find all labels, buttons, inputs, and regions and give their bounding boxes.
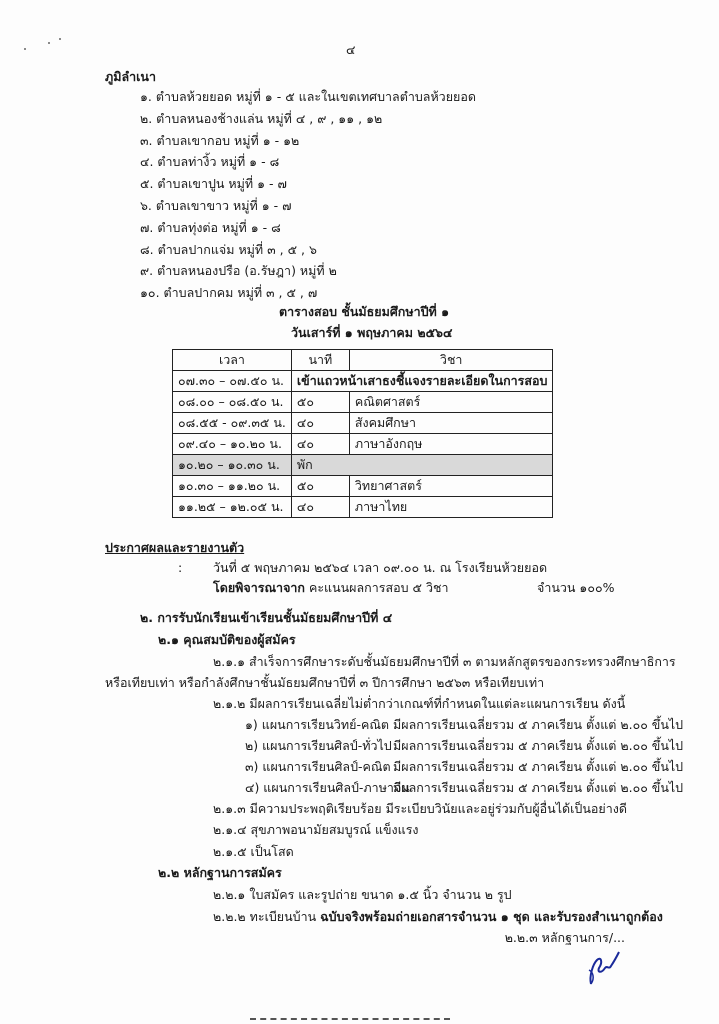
minutes-cell: ๔๐ [291,413,349,434]
domicile-item: ๒. ตำบลหนองช้างแล่น หมู่ที่ ๔ , ๙ , ๑๑ , ๑๒ [140,110,383,126]
plan-requirement: มีผลการเรียนเฉลี่ยรวม ๕ ภาคเรียน ตั้งแต่ ๒.๐๐ ขึ้นไป [393,759,684,774]
header-time: เวลา [173,350,292,371]
minutes-cell: ๔๐ [291,497,349,518]
page-number: ๔ [346,42,356,57]
item-212: ๒.๑.๒ มีผลการเรียนเฉลี่ยไม่ต่ำกว่าเกณฑ์ที่กำหนดในแต่ละแผนการเรียน ดังนี้ [213,696,626,711]
item-213: ๒.๑.๓ มีความประพฤติเรียบร้อย มีระเบียบวินัยและอยู่ร่วมกับผู้อื่นได้เป็นอย่างดี [213,801,627,816]
time-cell: ๐๗.๓๐ – ๐๗.๕๐ น. [173,371,292,392]
criteria-label: โดยพิจารณาจาก [213,580,305,595]
plan-requirement: มีผลการเรียนเฉลี่ยรวม ๕ ภาคเรียน ตั้งแต่ ๒.๐๐ ขึ้นไป [393,780,684,795]
schedule-title: ตารางสอบ ชั้นมัธยมศึกษาปีที่ ๑ [279,304,450,319]
plan-name: ๓) แผนการเรียนศิลป์-คณิต [245,759,391,774]
plan-name: ๔) แผนการเรียนศิลป์-ภาษาจีน [245,780,410,795]
item-214: ๒.๑.๔ สุขภาพอนามัยสมบูรณ์ แข็งแรง [213,822,419,837]
table-row [173,434,553,455]
scan-edge [250,1018,450,1024]
item-211-cont: หรือเทียบเท่า หรือกำลังศึกษาชั้นมัธยมศึกษาปีที่ ๓ ปีการศึกษา ๒๕๖๓ หรือเทียบเท่า [105,675,545,690]
time-cell: ๐๘.๐๐ – ๐๘.๕๐ น. [173,392,292,413]
item-211: ๒.๑.๑ สำเร็จการศึกษาระดับชั้นมัธยมศึกษาปีที่ ๓ ตามหลักสูตรของกระทรวงศึกษาธิการ [213,654,676,669]
time-cell: ๐๙.๔๐ – ๑๐.๒๐ น. [173,434,292,455]
item-222-bold: ฉบับจริงพร้อมถ่ายเอกสารจำนวน ๑ ชุด และรับรองสำเนาถูกต้อง [320,909,663,924]
announcement-criteria [213,580,448,596]
item-222-label: ๒.๒.๒ ทะเบียนบ้าน [213,909,321,924]
domicile-item: ๖. ตำบลเขาขาว หมู่ที่ ๑ - ๗ [140,198,292,213]
minutes-cell: ๔๐ [291,434,349,455]
time-cell: ๑๐.๓๐ – ๑๑.๒๐ น. [173,476,292,497]
domicile-item: ๓. ตำบลเขากอบ หมู่ที่ ๑ - ๑๒ [140,132,300,148]
section22-heading: ๒.๒ หลักฐานการสมัคร [158,865,282,880]
minutes-cell: ๕๐ [291,476,349,497]
continued-note: ๒.๒.๓ หลักฐานการ/... [504,930,625,945]
subject-cell: สังคมศึกษา [349,413,553,434]
domicile-item: ๕. ตำบลเขาปูน หมู่ที่ ๑ - ๗ [140,176,287,192]
subject-cell: พัก [291,455,553,476]
table-row [173,371,553,392]
item-222 [213,909,663,925]
criteria-value: คะแนนผลการสอบ ๕ วิชา [304,580,449,595]
subject-cell: เข้าแถวหน้าเสาธงชี้แจงรายละเอียดในการสอบ [291,371,553,392]
header-minutes: นาที [291,350,349,371]
signature [583,948,623,988]
domicile-item: ๑๐. ตำบลปากคม หมู่ที่ ๓ , ๕ , ๗ [140,285,318,301]
domicile-item: ๘. ตำบลปากแจ่ม หมู่ที่ ๓ , ๕ , ๖ [140,241,317,257]
exam-schedule-table [172,349,553,518]
domicile-item: ๙. ตำบลหนองปรือ (อ.รัษฎา) หมู่ที่ ๒ [140,263,337,279]
plan-name: ๒) แผนการเรียนศิลป์-ทั่วไป [245,738,392,753]
table-row [173,392,553,413]
time-cell: ๐๘.๕๕ - ๐๙.๓๕ น. [173,413,292,434]
plan-requirement: มีผลการเรียนเฉลี่ยรวม ๕ ภาคเรียน ตั้งแต่ ๒.๐๐ ขึ้นไป [393,738,684,753]
table-row [173,476,553,497]
subject-cell: ภาษาไทย [349,497,553,518]
table-row [173,497,553,518]
announcement-date: วันที่ ๕ พฤษภาคม ๒๕๖๔ เวลา ๐๙.๐๐ น. ณ โรงเรียนห้วยยอด [213,560,548,575]
domicile-item: ๔. ตำบลท่างิ้ว หมู่ที่ ๑ - ๘ [140,154,280,170]
table-row [173,455,553,476]
header-subject: วิชา [349,350,553,371]
announcement-heading: ประกาศผลและรายงานตัว [105,540,245,555]
section2-heading: ๒. การรับนักเรียนเข้าเรียนชั้นมัธยมศึกษาปีที่ ๔ [140,610,393,625]
domicile-item: ๗. ตำบลทุ่งต่อ หมู่ที่ ๑ - ๘ [140,219,281,235]
subject-cell: วิทยาศาสตร์ [349,476,553,497]
plan-name: ๑) แผนการเรียนวิทย์-คณิต [245,717,390,732]
schedule-date: วันเสาร์ที่ ๑ พฤษภาคม ๒๕๖๔ [291,325,453,340]
item-215: ๒.๑.๕ เป็นโสด [213,844,294,859]
colon: : [178,560,183,575]
criteria-amount: จำนวน ๑๐๐% [537,580,615,595]
time-cell: ๑๐.๒๐ – ๑๐.๓๐ น. [173,455,292,476]
domicile-heading: ภูมิลำเนา [105,69,156,84]
subject-cell: ภาษาอังกฤษ [349,434,553,455]
time-cell: ๑๑.๒๕ – ๑๒.๐๕ น. [173,497,292,518]
minutes-cell: ๕๐ [291,392,349,413]
domicile-item: ๑. ตำบลห้วยยอด หมู่ที่ ๑ - ๕ และในเขตเทศบาลตำบลห้วยยอด [140,89,476,104]
item-221: ๒.๒.๑ ใบสมัคร และรูปถ่าย ขนาด ๑.๕ นิ้ว จำนวน ๒ รูป [213,887,512,902]
section21-heading: ๒.๑ คุณสมบัติของผู้สมัคร [158,632,296,647]
scan-specks [22,35,67,55]
subject-cell: คณิตศาสตร์ [349,392,553,413]
plan-requirement: มีผลการเรียนเฉลี่ยรวม ๕ ภาคเรียน ตั้งแต่ ๒.๐๐ ขึ้นไป [393,717,684,732]
table-row [173,413,553,434]
